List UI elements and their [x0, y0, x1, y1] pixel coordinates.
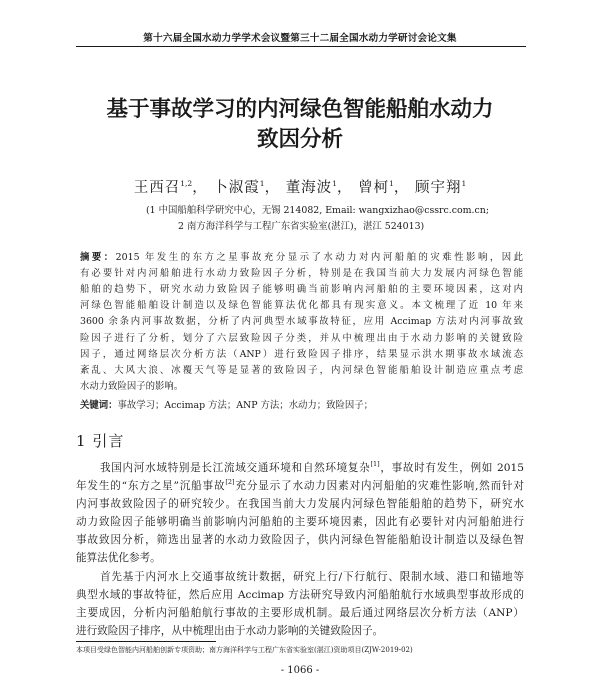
abstract-line: 船舶的趋势下，研究水动力致险因子能够明确当前影响内河船舶的主要环境因素，这对内	[80, 284, 523, 295]
section-number: 1	[76, 432, 87, 450]
body-text: 年发生的“东方之星”沉船事故	[76, 480, 226, 492]
abstract-line: 有必要针对内河船舶进行水动力致险因子分析，特别是在我国当前大力发展内河绿色智能	[80, 268, 523, 279]
body-text: 我国内河水域特别是长江流域交通环境和自然环境复杂	[100, 462, 371, 474]
author-affiliation-mark: 1	[259, 179, 265, 188]
author-affiliation-mark: 1,2	[180, 179, 193, 188]
abstract-label: 摘要：	[80, 252, 116, 263]
abstract-line: 险因子进行了分析，划分了六层致险因子分类，并从中梳理出由于水动力影响的关键致险	[80, 333, 523, 344]
abstract-line: 3600 余条内河事故数据，分析了内河典型水域事故特征，应用 Accimap 方法对内河事故致	[80, 316, 523, 327]
abstract-line: 河绿色智能船舶设计制造以及绿色智能算法优化都具有现实意义。本文梳理了近 10 年来	[80, 300, 523, 311]
author-name: 顾宇翔	[414, 180, 462, 196]
author-separator: ，	[336, 180, 353, 196]
author-name: 王西召	[133, 180, 181, 196]
author-separator: ，	[192, 180, 208, 196]
body-text: 充分显示了水动力因素对内河船舶的灾难性影响,然而针对	[234, 480, 524, 492]
section-title: 引言	[92, 432, 125, 450]
abstract-line: 因子，通过网络层次分析方法（ANP）进行致险因子排序，结果显示洪水期事故水域流态	[80, 349, 523, 360]
citation-mark: [1]	[370, 460, 380, 468]
footnote-rule	[76, 641, 216, 642]
keywords-text: 事故学习；Accimap 方法；ANP 方法；水动力；致险因子；	[117, 400, 374, 411]
body-line: 进行致险因子排序，从中梳理出由于水动力影响的关键致险因子。	[76, 625, 384, 637]
body-line: 能算法优化参考。	[76, 552, 161, 564]
abstract-line: 紊乱、大风大浪、冰覆天气等是显著的致险因子，内河绿色智能船舶设计制造应重点考虑	[80, 365, 523, 376]
body-line: 典型水域的事故特征，然后应用 Accimap 方法研究导致内河船舶航行水域典型事故形成的	[76, 589, 524, 601]
author-name: 卜淑霞	[213, 180, 260, 196]
affiliation-line-1: (1 中国船舶科学研究中心，无锡 214082, Email: wangxizhao@cssrc.com.cn;	[146, 205, 489, 216]
body-line: 内河事故致险因子的研究较少。在我国当前大力发展内河绿色智能船舶的趋势下，研究水	[76, 498, 524, 510]
section-heading	[76, 430, 124, 451]
author-name: 董海波	[285, 180, 333, 196]
page-number: - 1066 -	[280, 665, 320, 676]
citation-mark: [2]	[225, 478, 235, 486]
affiliation-line-2: 2 南方海洋科学与工程广东省实验室(湛江)，湛江 524013)	[178, 221, 425, 232]
author-separator: ，	[393, 180, 410, 196]
paper-title-line-1: 基于事故学习的内河绿色智能船舶水动力	[106, 97, 494, 122]
header-rule	[76, 46, 526, 47]
body-line	[76, 478, 524, 493]
body-line	[100, 460, 524, 475]
author-separator: ，	[264, 180, 281, 196]
author-affiliation-mark: 1	[389, 179, 394, 188]
body-line: 主要成因，分析内河船舶航行事故的主要形成机制。最后通过网络层次分析方法（ANP）	[76, 607, 524, 619]
body-text: ，事故时有发生，例如 2015	[379, 462, 524, 474]
author-affiliation-mark: 1	[461, 179, 467, 188]
keywords-line	[80, 397, 523, 411]
author-list	[0, 176, 600, 197]
abstract-line	[80, 249, 523, 263]
author-name: 曾柯	[358, 180, 390, 196]
footnote: 本项目受绿色智能内河船舶创新专项资助；南方海洋科学与工程广东省实验室(湛江)资助项目(ZJW-2019-02)	[76, 646, 413, 654]
author-affiliation-mark: 1	[332, 179, 337, 188]
body-line: 事故致因分析，筛选出显著的水动力致险因子，供内河绿色智能船舶设计制造以及绿色智	[76, 534, 524, 546]
running-header: 第十六届全国水动力学学术会议暨第三十二届全国水动力学研讨会论文集	[143, 33, 457, 44]
abstract-line: 水动力致险因子的影响。	[80, 381, 184, 392]
body-line: 动力致险因子能够明确当前影响内河船舶的主要环境因素，因此有必要针对内河船舶进行	[76, 516, 524, 528]
body-line: 首先基于内河水上交通事故统计数据，研究上行/下行航行、限制水域、港口和锚地等	[100, 571, 524, 583]
paper-title-line-2: 致因分析	[256, 127, 343, 152]
abstract-text: 2015 年发生的东方之星事故充分显示了水动力对内河船舶的灾难性影响，因此	[115, 252, 523, 263]
keywords-label: 关键词：	[80, 400, 118, 411]
